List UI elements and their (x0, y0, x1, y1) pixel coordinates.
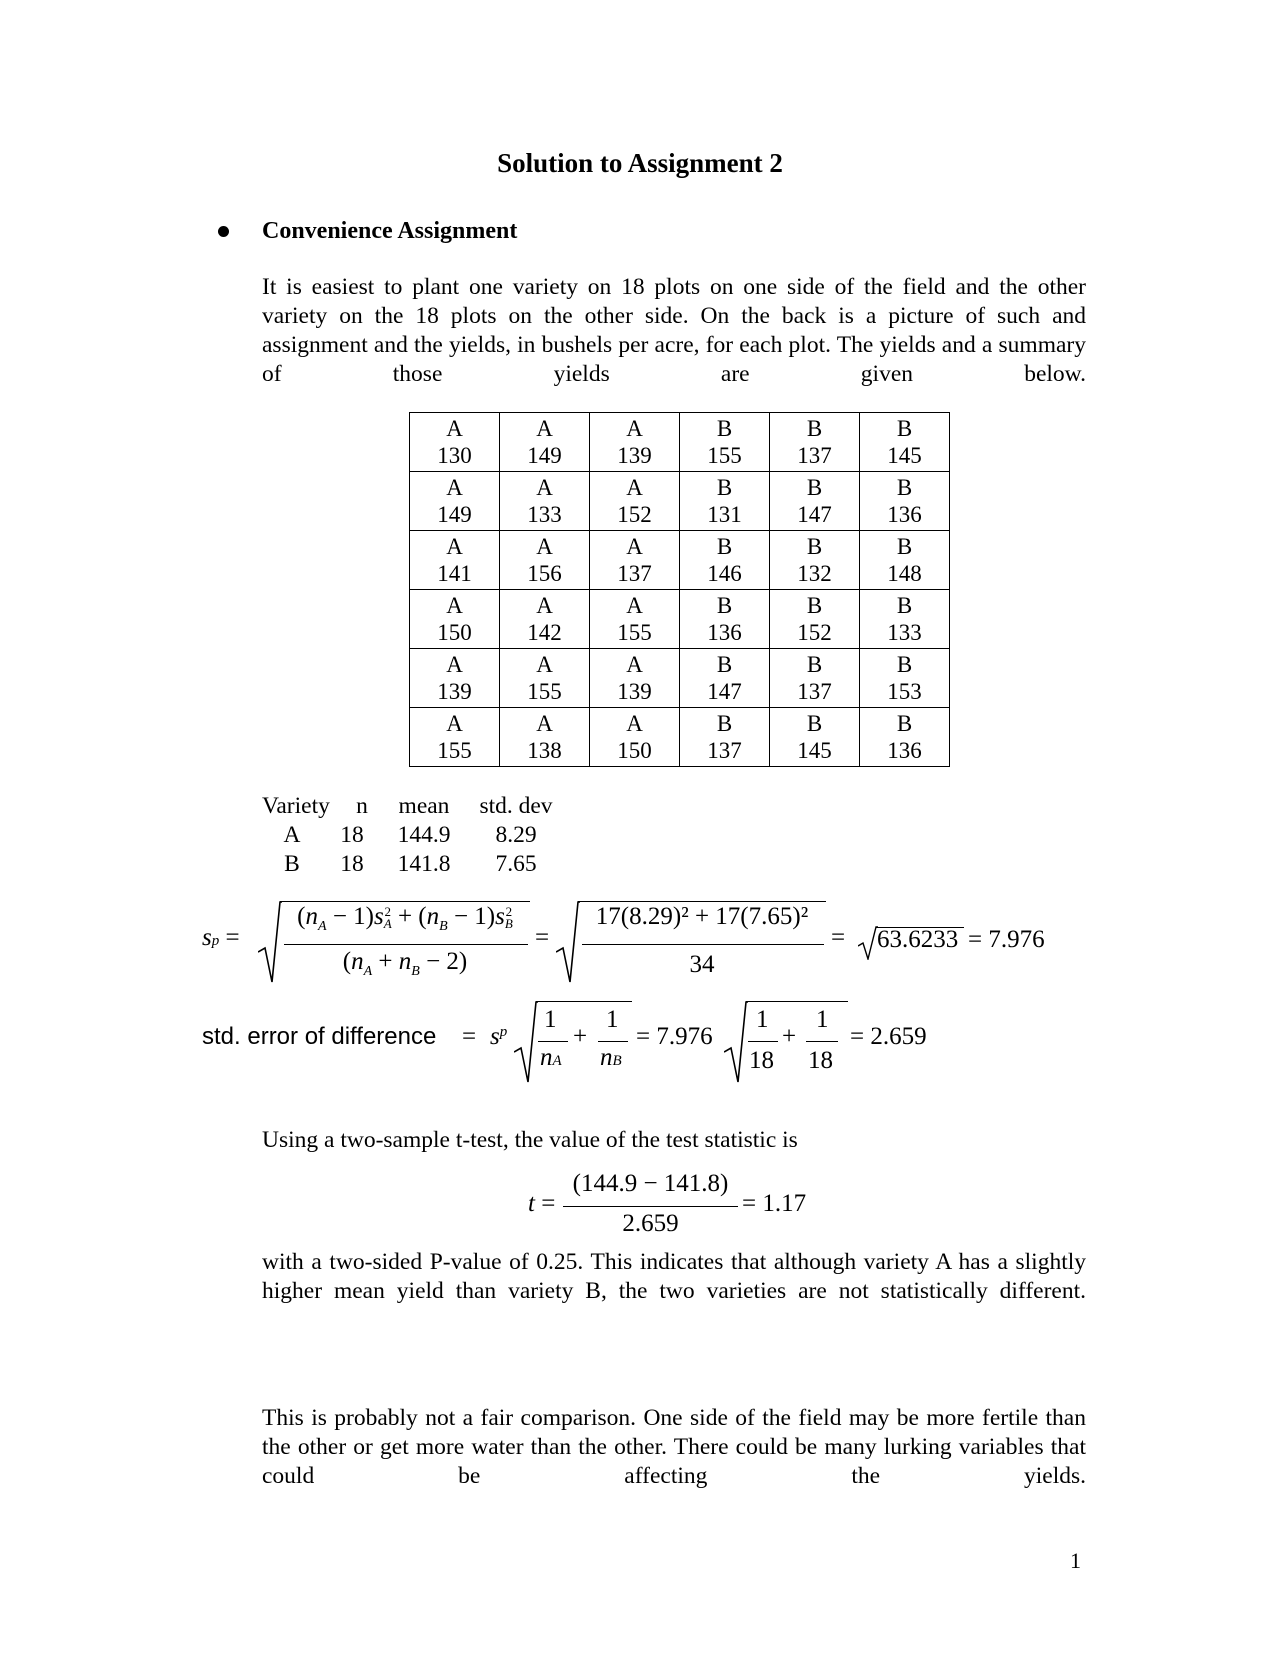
t-numerator: (144.9 − 141.8) (572, 1170, 729, 1197)
sp-denominator-symbolic: $(n_A + n_B - 2)$ (342, 948, 468, 979)
bullet-icon (218, 226, 229, 237)
sp-subscript: p (499, 1024, 508, 1040)
plot-cell (410, 531, 500, 590)
plot-yield: 153 (887, 679, 922, 704)
plot-yield: 146 (707, 561, 742, 586)
plot-variety: B (716, 593, 733, 618)
plot-cell (680, 472, 770, 531)
pvalue-paragraph: with a two-sided P-value of 0.25. This indicates that although variety A has a slightly higher mean yield than variety B, the two varieties are not statistically different. (262, 1249, 1086, 1304)
plot-cell (860, 531, 950, 590)
summary-cell: 18 (340, 851, 364, 877)
plot-cell (860, 708, 950, 767)
plot-yield: 156 (527, 561, 562, 586)
summary-header-row (262, 792, 566, 821)
plot-cell (860, 413, 950, 472)
plot-variety: B (716, 416, 733, 441)
se-result: = 2.659 (850, 1023, 927, 1050)
plot-cell (500, 531, 590, 590)
plot-yield: 133 (527, 502, 562, 527)
summary-cell: 18 (340, 822, 364, 848)
plot-yield: 139 (617, 679, 652, 704)
plot-row (410, 413, 950, 472)
plot-yield: 139 (437, 679, 472, 704)
plot-variety: A (626, 593, 643, 618)
plot-cell (410, 472, 500, 531)
plot-cell (770, 649, 860, 708)
plot-variety: A (446, 711, 463, 736)
plot-cell (590, 708, 680, 767)
summary-header: std. dev (479, 793, 553, 819)
plot-cell (770, 708, 860, 767)
plot-variety: B (806, 711, 823, 736)
one-numerator: 1 (756, 1006, 769, 1033)
plot-variety: A (446, 593, 463, 618)
plot-yield-grid (409, 412, 950, 767)
plot-cell (500, 590, 590, 649)
nA-denominator: nA (540, 1044, 562, 1071)
plot-yield: 137 (617, 561, 652, 586)
plot-yield: 147 (797, 502, 832, 527)
sqrt-bar (746, 1001, 848, 1002)
plot-cell (770, 472, 860, 531)
sp-result: = 7.976 (968, 926, 1045, 953)
plot-cell (680, 413, 770, 472)
plot-cell (860, 472, 950, 531)
ttest-paragraph: Using a two-sample t-test, the value of the test statistic is (262, 1127, 798, 1153)
plot-row (410, 531, 950, 590)
sqrt-bar (536, 1001, 632, 1002)
sp-numerator-values: 17(8.29)² + 17(7.65)² (595, 903, 809, 930)
summary-row (262, 821, 566, 850)
plot-cell (500, 708, 590, 767)
fairness-paragraph: This is probably not a fair comparison. One side of the field may be more fertile than the other or get more water than the other. There could be many lurking variables that could be affecting the yields. (262, 1405, 1086, 1489)
plot-yield: 149 (527, 443, 562, 468)
plot-cell (770, 531, 860, 590)
plot-yield: 137 (707, 738, 742, 763)
plot-yield: 149 (437, 502, 472, 527)
plot-yield: 145 (887, 443, 922, 468)
equals-sign: = (535, 924, 550, 951)
plot-variety: A (446, 534, 463, 559)
one-numerator: 1 (816, 1006, 829, 1033)
se-label: std. error of difference (202, 1023, 437, 1050)
plot-variety: B (896, 711, 913, 736)
plot-cell (410, 708, 500, 767)
section-heading: Convenience Assignment (262, 218, 518, 244)
plot-variety: A (446, 416, 463, 441)
plot-variety: A (626, 534, 643, 559)
plot-yield: 141 (437, 561, 472, 586)
plot-yield: 136 (887, 738, 922, 763)
plot-variety: A (536, 593, 553, 618)
fraction-bar (806, 1041, 838, 1042)
plot-cell (860, 590, 950, 649)
plot-variety: B (716, 652, 733, 677)
plot-variety: A (626, 711, 643, 736)
page-title: Solution to Assignment 2 (497, 148, 783, 178)
plot-yield: 130 (437, 443, 472, 468)
plot-yield: 155 (437, 738, 472, 763)
eighteen-denominator: 18 (749, 1047, 774, 1074)
plot-variety: B (716, 475, 733, 500)
se-mid-result: = 7.976 (636, 1023, 713, 1050)
plot-row (410, 472, 950, 531)
summary-header: n (356, 793, 368, 819)
plot-cell (500, 649, 590, 708)
plot-cell (680, 708, 770, 767)
sp-symbol: sp = (202, 924, 240, 951)
plot-yield: 150 (437, 620, 472, 645)
sp-denominator-values: 34 (689, 951, 715, 978)
summary-row (262, 850, 566, 879)
plot-variety: B (896, 534, 913, 559)
plot-cell (590, 531, 680, 590)
plot-yield: 152 (617, 502, 652, 527)
summary-cell: B (284, 851, 300, 877)
plot-yield: 147 (707, 679, 742, 704)
plot-row (410, 590, 950, 649)
sp-numerator-symbolic: $(n_A - 1)s$ 2 A + $(n_B - 1)s$ 2 B (297, 903, 513, 934)
fraction-bar (284, 944, 528, 945)
plot-variety: A (446, 652, 463, 677)
fraction-bar (582, 944, 824, 945)
plus-sign: + (782, 1023, 797, 1050)
t-denominator: 2.659 (622, 1210, 679, 1237)
sqrt-sign-icon (858, 926, 878, 960)
plot-row (410, 649, 950, 708)
sp-letter: s (202, 924, 212, 951)
plot-variety: B (896, 475, 913, 500)
plot-row (410, 708, 950, 767)
plot-cell (680, 649, 770, 708)
plot-variety: B (896, 652, 913, 677)
t-symbol: t = (528, 1190, 556, 1217)
plus-sign: + (573, 1023, 588, 1050)
plot-variety: A (536, 534, 553, 559)
plot-yield: 148 (887, 561, 922, 586)
plot-cell (590, 413, 680, 472)
intro-paragraph: It is easiest to plant one variety on 18 plots on one side of the field and the other variety on the 18 plots on the other side. On the back is a picture of such and assignment and the yields, in bushels per acre, for each plot. The yields and a summary of those yields are given below. (262, 274, 1086, 387)
sp-letter: s (490, 1023, 500, 1050)
t-result: = 1.17 (742, 1190, 807, 1217)
plot-yield: 136 (887, 502, 922, 527)
plot-variety: B (716, 534, 733, 559)
plot-variety: A (536, 416, 553, 441)
plot-yield: 131 (707, 502, 742, 527)
plot-variety: B (806, 534, 823, 559)
sqrt-sign-icon (258, 900, 282, 984)
plot-yield: 155 (527, 679, 562, 704)
plot-yield: 132 (797, 561, 832, 586)
plot-variety: B (716, 711, 733, 736)
fraction-bar (748, 1041, 778, 1042)
plot-yield: 139 (617, 443, 652, 468)
plot-variety: A (446, 475, 463, 500)
plot-yield: 150 (617, 738, 652, 763)
plot-yield: 133 (887, 620, 922, 645)
summary-cell: 7.65 (495, 851, 537, 877)
one-numerator: 1 (544, 1006, 557, 1033)
fraction-bar (598, 1041, 628, 1042)
summary-cell: A (283, 822, 301, 848)
plot-variety: A (536, 652, 553, 677)
se-sp-symbol (490, 1023, 507, 1051)
plot-yield: 145 (797, 738, 832, 763)
sqrt-sign-icon (556, 900, 580, 984)
plot-variety: B (806, 593, 823, 618)
nB-denominator: nB (600, 1044, 622, 1071)
plot-variety: B (806, 475, 823, 500)
plot-variety: B (896, 416, 913, 441)
plot-yield: 138 (527, 738, 562, 763)
sp-sqrt-value: 63.6233 (877, 926, 959, 953)
plot-variety: B (896, 593, 913, 618)
plot-yield: 155 (617, 620, 652, 645)
equals-sign: = (831, 924, 846, 951)
summary-cell: 141.8 (397, 851, 451, 877)
summary-table (262, 792, 566, 879)
plot-variety: A (626, 475, 643, 500)
plot-cell (590, 649, 680, 708)
plot-cell (410, 590, 500, 649)
summary-cell: 8.29 (495, 822, 537, 848)
plot-yield: 152 (797, 620, 832, 645)
sp-subscript: p (211, 933, 220, 949)
plot-cell (680, 531, 770, 590)
plot-yield: 137 (797, 679, 832, 704)
fraction-bar (563, 1206, 738, 1207)
plot-variety: A (626, 416, 643, 441)
plot-cell (500, 413, 590, 472)
plot-yield: 137 (797, 443, 832, 468)
summary-header: mean (398, 793, 450, 819)
plot-cell (860, 649, 950, 708)
plot-cell (590, 472, 680, 531)
fraction-bar (538, 1041, 568, 1042)
summary-cell: 144.9 (397, 822, 451, 848)
plot-yield: 136 (707, 620, 742, 645)
plot-variety: A (536, 711, 553, 736)
eighteen-denominator: 18 (808, 1047, 833, 1074)
one-numerator: 1 (606, 1006, 619, 1033)
plot-yield: 155 (707, 443, 742, 468)
plot-variety: A (536, 475, 553, 500)
equals-sign: = (462, 1023, 477, 1050)
page-number: 1 (1070, 1548, 1081, 1573)
plot-cell (770, 413, 860, 472)
plot-cell (770, 590, 860, 649)
plot-variety: B (806, 416, 823, 441)
plot-variety: A (626, 652, 643, 677)
plot-cell (410, 413, 500, 472)
plot-cell (680, 590, 770, 649)
summary-header: Variety (262, 793, 330, 819)
plot-cell (590, 590, 680, 649)
plot-variety: B (806, 652, 823, 677)
plot-cell (500, 472, 590, 531)
sqrt-sign-icon (724, 1000, 748, 1084)
sqrt-sign-icon (514, 1000, 538, 1084)
plot-yield: 142 (527, 620, 562, 645)
plot-cell (410, 649, 500, 708)
